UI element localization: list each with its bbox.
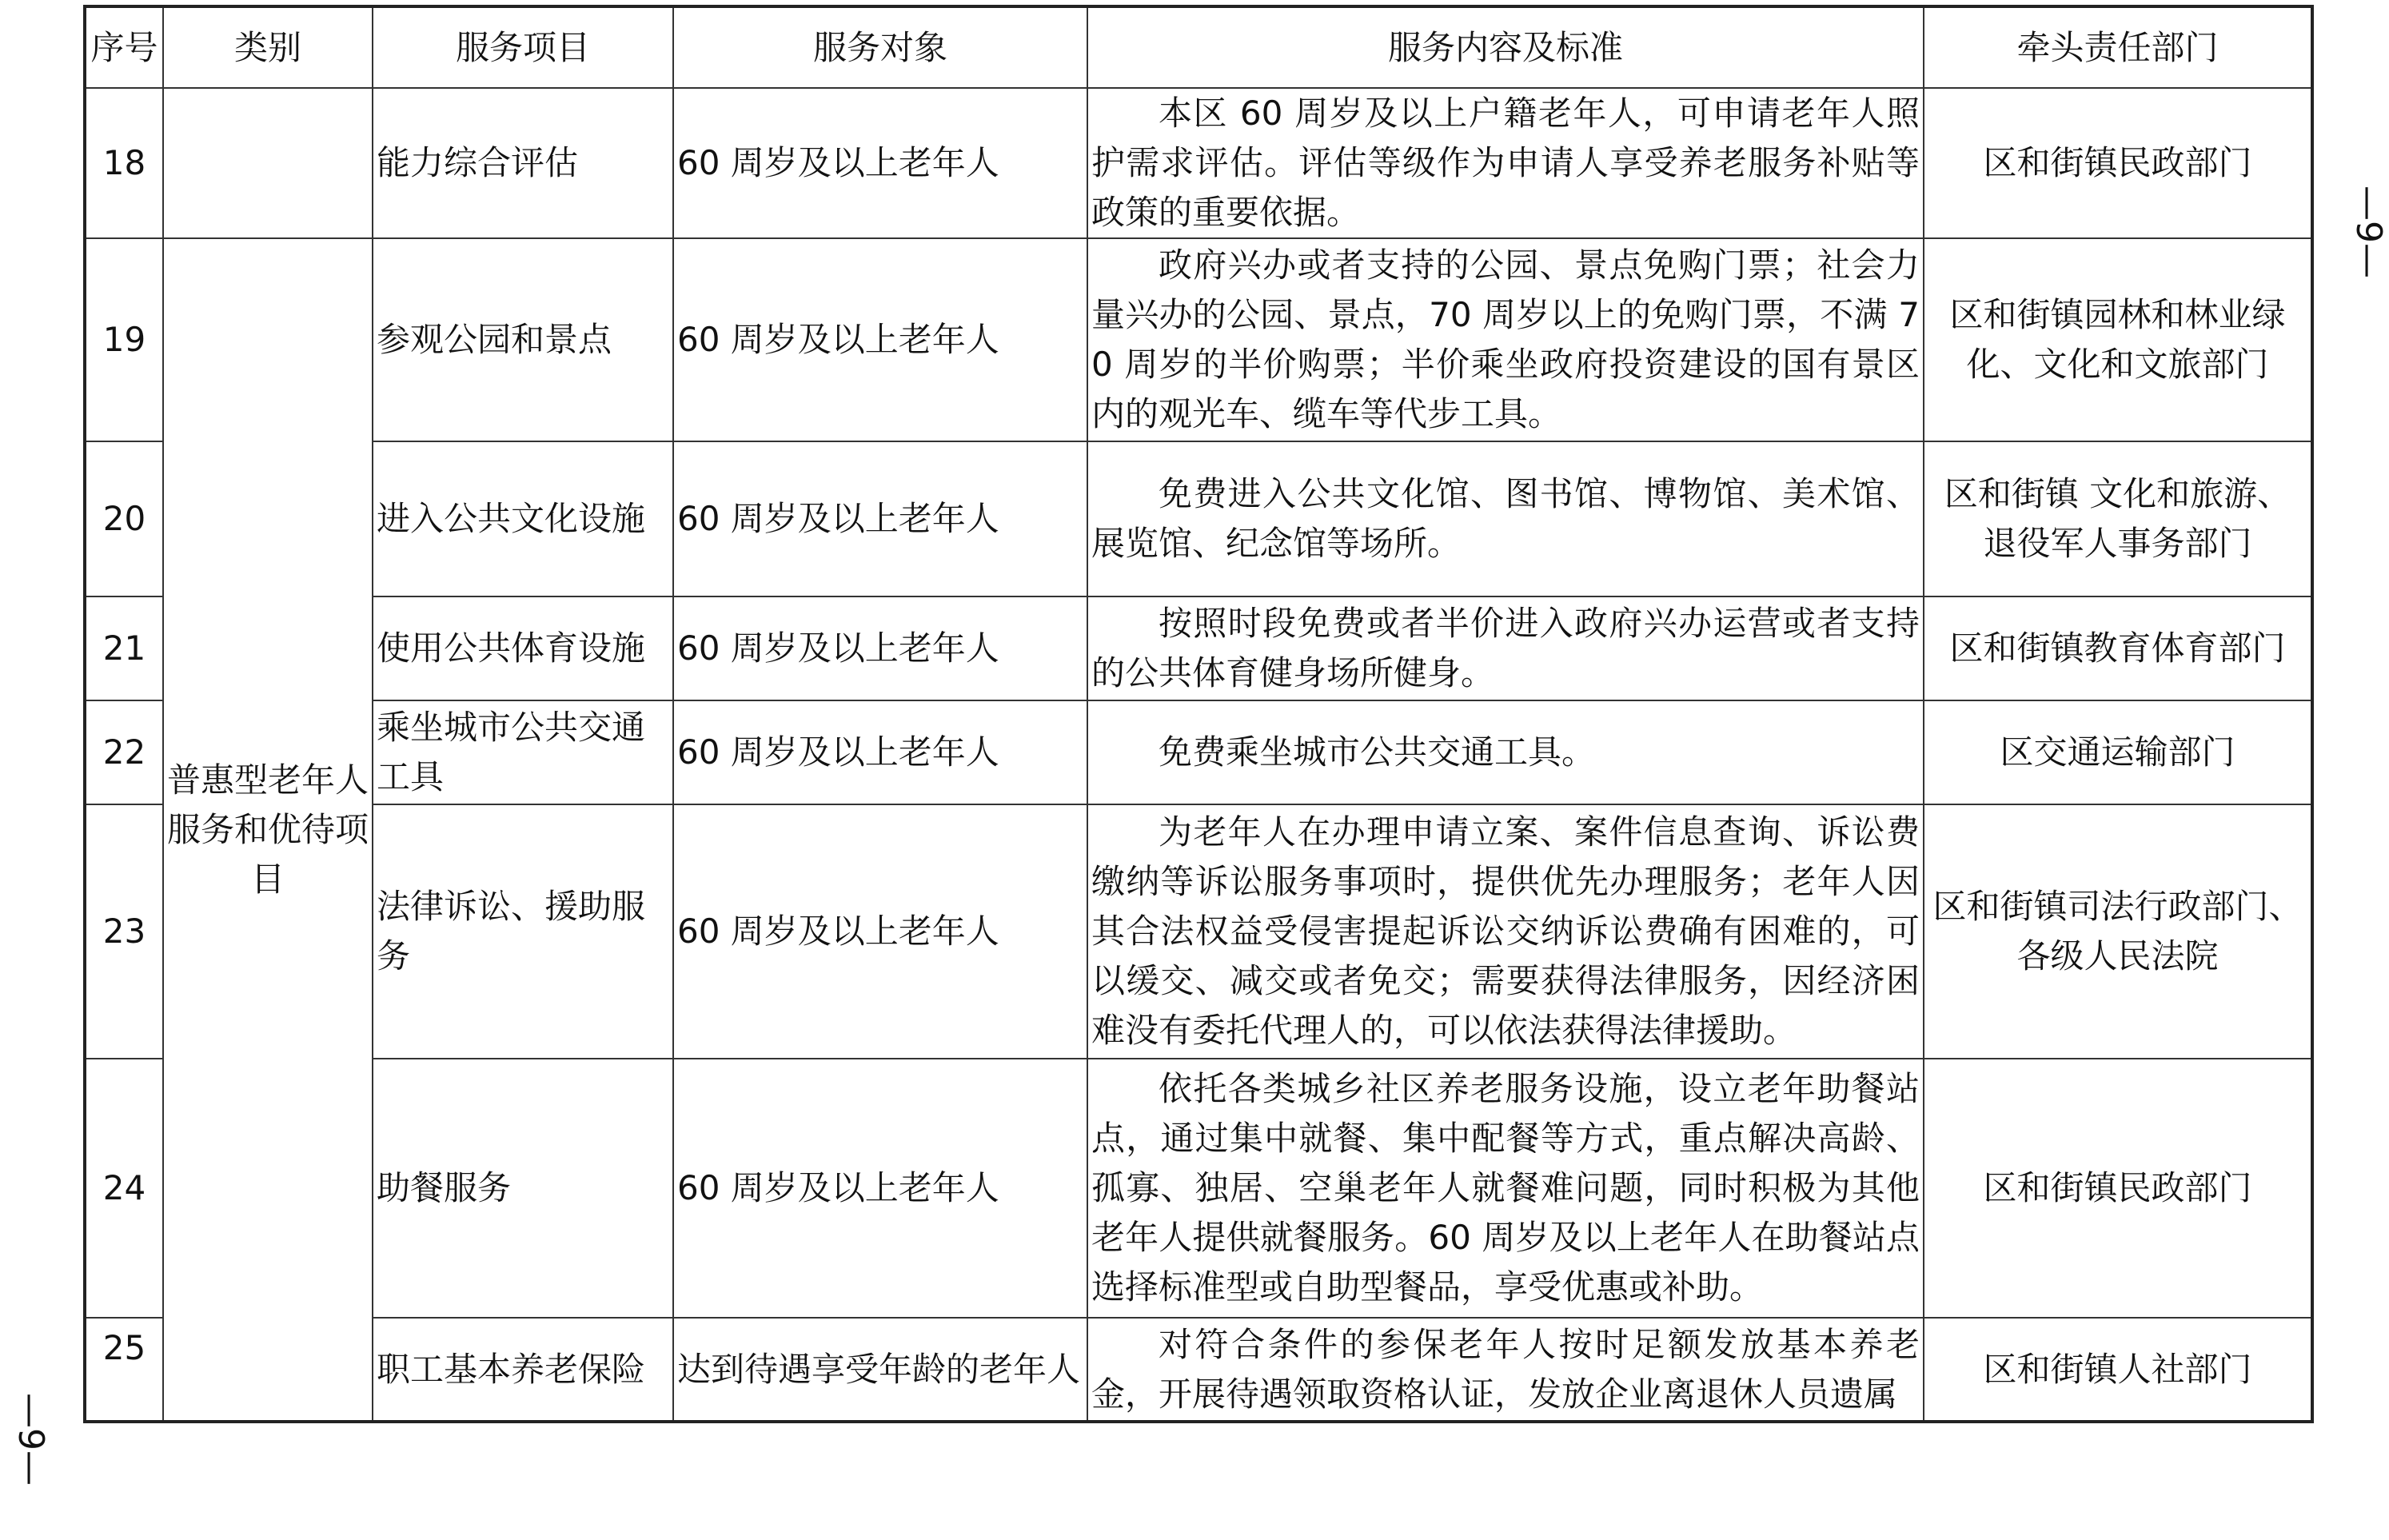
row-service-content: 免费进入公共文化馆、图书馆、博物馆、美术馆、展览馆、纪念馆等场所。 [1087,441,1924,596]
header-lead-department: 牵头责任部门 [1924,6,2312,88]
header-service-content: 服务内容及标准 [1087,6,1924,88]
row-service-item: 能力综合评估 [373,88,673,238]
header-category: 类别 [163,6,373,88]
row-lead-department: 区交通运输部门 [1924,700,2312,804]
table-row [85,700,2312,804]
row-number: 21 [85,596,163,700]
row-service-target: 60 周岁及以上老年人 [673,700,1087,804]
row-lead-department: 区和街镇民政部门 [1924,1059,2312,1318]
row-number: 20 [85,441,163,596]
row-lead-department: 区和街镇人社部门 [1924,1318,2312,1422]
page-number-left: —9— [10,1393,51,1486]
row-service-content: 本区 60 周岁及以上户籍老年人，可申请老年人照护需求评估。评估等级作为申请人享受养老服务补贴等政策的重要依据。 [1087,88,1924,238]
category-cell: 普惠型老年人服务和优待项目 [163,238,373,1422]
row-lead-department: 区和街镇园林和林业绿化、文化和文旅部门 [1924,238,2312,441]
row-service-target: 60 周岁及以上老年人 [673,804,1087,1059]
row-service-target: 60 周岁及以上老年人 [673,441,1087,596]
header-number: 序号 [85,6,163,88]
row-service-item: 乘坐城市公共交通工具 [373,700,673,804]
row-number: 23 [85,804,163,1059]
row-number: 18 [85,88,163,238]
table-row [85,238,2312,441]
table-row [85,1059,2312,1318]
table-header-row [85,6,2312,88]
row-service-item: 进入公共文化设施 [373,441,673,596]
row-service-target: 达到待遇享受年龄的老年人 [673,1318,1087,1422]
row-service-content: 免费乘坐城市公共交通工具。 [1087,700,1924,804]
table-row [85,1318,2312,1422]
row-service-item: 参观公园和景点 [373,238,673,441]
row-number: 19 [85,238,163,441]
service-table [83,5,2314,1423]
row-lead-department: 区和街镇教育体育部门 [1924,596,2312,700]
row-service-target: 60 周岁及以上老年人 [673,88,1087,238]
table-row [85,441,2312,596]
header-service-target: 服务对象 [673,6,1087,88]
row-service-item: 法律诉讼、援助服务 [373,804,673,1059]
row-service-item: 使用公共体育设施 [373,596,673,700]
row-service-content: 对符合条件的参保老年人按时足额发放基本养老金，开展待遇领取资格认证，发放企业离退休人员遗属 [1087,1318,1924,1422]
row-service-content: 依托各类城乡社区养老服务设施，设立老年助餐站点，通过集中就餐、集中配餐等方式，重点解决高龄、孤寡、独居、空巢老年人就餐难问题，同时积极为其他老年人提供就餐服务。60 周岁及以上老年人在助餐站点选择标准型或自助型餐品，享受优惠或补助。 [1087,1059,1924,1318]
row-number: 25 [85,1318,163,1422]
row-lead-department: 区和街镇司法行政部门、各级人民法院 [1924,804,2312,1059]
row-service-item: 助餐服务 [373,1059,673,1318]
row-service-content: 为老年人在办理申请立案、案件信息查询、诉讼费缴纳等诉讼服务事项时，提供优先办理服务；老年人因其合法权益受侵害提起诉讼交纳诉讼费确有困难的，可以缓交、减交或者免交；需要获得法律服务，因经济困难没有委托代理人的，可以依法获得法律援助。 [1087,804,1924,1059]
row-service-target: 60 周岁及以上老年人 [673,596,1087,700]
row-category-empty [163,88,373,238]
table-row [85,596,2312,700]
table-row [85,804,2312,1059]
header-service-item: 服务项目 [373,6,673,88]
row-service-target: 60 周岁及以上老年人 [673,1059,1087,1318]
row-service-content: 按照时段免费或者半价进入政府兴办运营或者支持的公共体育健身场所健身。 [1087,596,1924,700]
row-lead-department: 区和街镇民政部门 [1924,88,2312,238]
row-service-content: 政府兴办或者支持的公园、景点免购门票；社会力量兴办的公园、景点，70 周岁以上的免购门票，不满 70 周岁的半价购票；半价乘坐政府投资建设的国有景区内的观光车、缆车等代步工具。 [1087,238,1924,441]
row-service-target: 60 周岁及以上老年人 [673,238,1087,441]
row-service-item: 职工基本养老保险 [373,1318,673,1422]
page-number-right: —9— [2348,186,2389,278]
row-number: 22 [85,700,163,804]
row-lead-department: 区和街镇 文化和旅游、退役军人事务部门 [1924,441,2312,596]
row-number: 24 [85,1059,163,1318]
table-row [85,88,2312,238]
